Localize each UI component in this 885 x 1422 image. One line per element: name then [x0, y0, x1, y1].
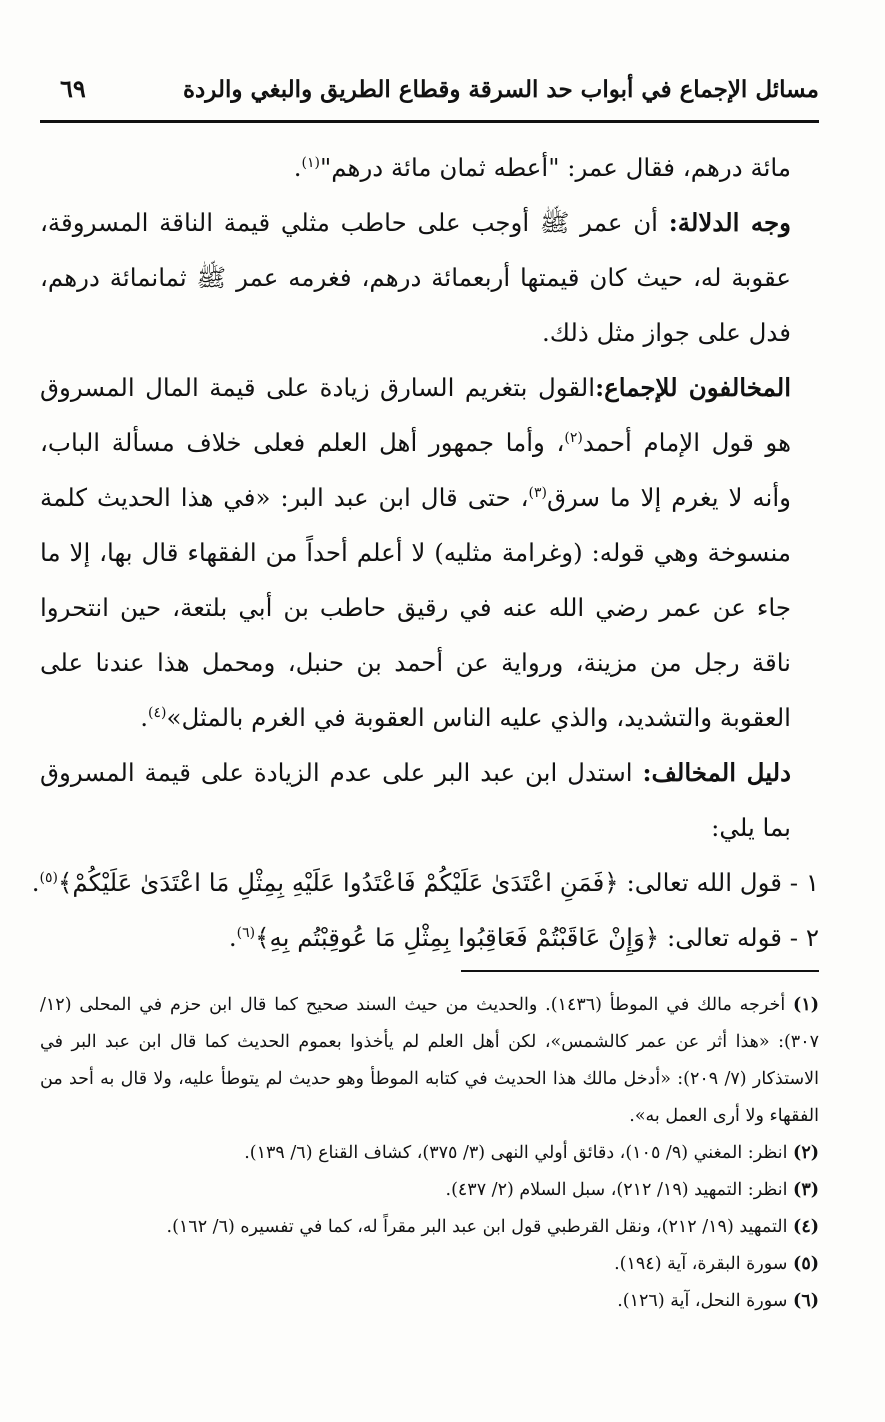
- punctuation: .: [228, 923, 237, 952]
- footnote-text: التمهيد (١٩/ ٢١٢)، ونقل القرطبي قول ابن عبد البر مقراً له، كما في تفسيره (٦/ ١٦٢).: [166, 1217, 788, 1237]
- paragraph-3: [40, 360, 819, 745]
- footnote-ref: (٥): [39, 869, 59, 886]
- paragraph-text: ، حتى قال ابن عبد البر: «في هذا الحديث كلمة منسوخة وهي قوله: (وغرامة مثليه) لا أعلم أحداً من الفقهاء قال بها، إلا ما جاء عن عمر رضي الله عنه في رقيق حاطب بن أبي بلتعة، حين انتحروا ناقة رجل من مزينة، ورواية عن أحمد بن حنبل، ومحمل هذا عندنا على العقوبة والتشديد، والذي عليه الناس العقوبة في الغرم بالمثل»: [40, 483, 791, 732]
- punctuation: .: [140, 703, 149, 732]
- evidence-label: ٢ - قوله تعالى:: [666, 923, 819, 952]
- footnote-ref: (١): [301, 154, 320, 171]
- footnote-text: انظر: المغني (٩/ ١٠٥)، دقائق أولي النهى (٣/ ٣٧٥)، كشاف القناع (٦/ ١٣٩).: [244, 1143, 788, 1163]
- paragraph-text: استدل ابن عبد البر على عدم الزيادة على قيمة المسروق بما يلي:: [40, 758, 791, 842]
- footnote: [40, 1172, 819, 1209]
- footnote-ref: (٣): [528, 484, 547, 501]
- paragraph-text: القول بتغريم السارق زيادة على قيمة المال المسروق هو قول الإمام أحمد: [40, 373, 791, 457]
- footnote-ref: (٢): [564, 429, 583, 446]
- footnote-text: أخرجه مالك في الموطأ (١٤٣٦). والحديث من حيث السند صحيح كما قال ابن حزم في المحلى (١٢/ ٣٠٧): «هذا أثر عن عمر كالشمس»، لكن أهل العلم لم يأخذوا بعموم الحديث كما قال ابن عبد البر في الاستذكار (٧/ ٢٠٩): «أدخل مالك هذا الحديث في كتابه الموطأ وهو حديث لم يتوطأ عليه، ولا قال به أحد من الفقهاء ولا أرى العمل به».: [40, 995, 819, 1126]
- evidence-item: [31, 855, 819, 910]
- running-title: مسائل الإجماع في أبواب حد السرقة وقطاع الطريق والبغي والردة: [182, 76, 819, 103]
- paragraph-text: أن عمر ﷺ أوجب على حاطب مثلي قيمة الناقة المسروقة، عقوبة له، حيث كان قيمتها أربعمائة درهم، فغرمه عمر ﷺ ثمانمائة درهم، فدل على جواز مثل ذلك.: [40, 208, 791, 347]
- main-text: [31, 140, 819, 965]
- paragraph-text: ، وأما جمهور أهل العلم فعلى خلاف مسألة الباب، وأنه لا يغرم إلا ما سرق: [40, 428, 792, 512]
- section-lead: وجه الدلالة:: [668, 208, 792, 237]
- paragraph-2: [40, 195, 819, 360]
- footnote-text: سورة النحل، آية (١٢٦).: [617, 1291, 788, 1311]
- footnote-ref: (٦): [236, 924, 256, 941]
- footnote-number: (٦): [793, 1291, 819, 1311]
- footnote-number: (١): [793, 995, 819, 1015]
- page-number: ٦٩: [60, 74, 86, 103]
- paragraph-4: [40, 745, 819, 855]
- footnote: [40, 987, 819, 1135]
- footnote-ref: (٤): [148, 704, 167, 721]
- footnote: [40, 1135, 819, 1172]
- section-lead: المخالفون للإجماع:: [595, 373, 792, 402]
- evidence-label: ١ - قول الله تعالى:: [626, 868, 819, 897]
- footnote: [40, 1209, 819, 1246]
- paragraph-1: [40, 140, 819, 195]
- footnote-number: (٣): [793, 1180, 819, 1200]
- footnote-number: (٢): [793, 1143, 819, 1163]
- footnote: [40, 1283, 819, 1320]
- punctuation: .: [31, 868, 40, 897]
- punctuation: .: [293, 153, 302, 182]
- footnotes: [40, 987, 819, 1320]
- quran-verse: ﴿وَإِنْ عَاقَبْتُمْ فَعَاقِبُوا بِمِثْلِ مَا عُوقِبْتُم بِهِ﴾: [255, 923, 660, 952]
- paragraph-text: مائة درهم، فقال عمر: "أعطه ثمان مائة درهم": [319, 153, 791, 182]
- evidence-item: [40, 910, 819, 965]
- footnote: [40, 1246, 819, 1283]
- quran-verse: ﴿فَمَنِ اعْتَدَىٰ عَلَيْكُمْ فَاعْتَدُوا عَلَيْهِ بِمِثْلِ مَا اعْتَدَىٰ عَلَيْكُمْ﴾: [58, 868, 619, 897]
- footnote-number: (٥): [793, 1254, 819, 1274]
- footnote-divider: [461, 970, 819, 972]
- page-header: [40, 70, 819, 123]
- section-lead: دليل المخالف:: [642, 758, 791, 787]
- footnote-text: سورة البقرة، آية (١٩٤).: [614, 1254, 788, 1274]
- footnote-text: انظر: التمهيد (١٩/ ٢١٢)، سبل السلام (٢/ ٤٣٧).: [445, 1180, 788, 1200]
- footnote-number: (٤): [793, 1217, 819, 1237]
